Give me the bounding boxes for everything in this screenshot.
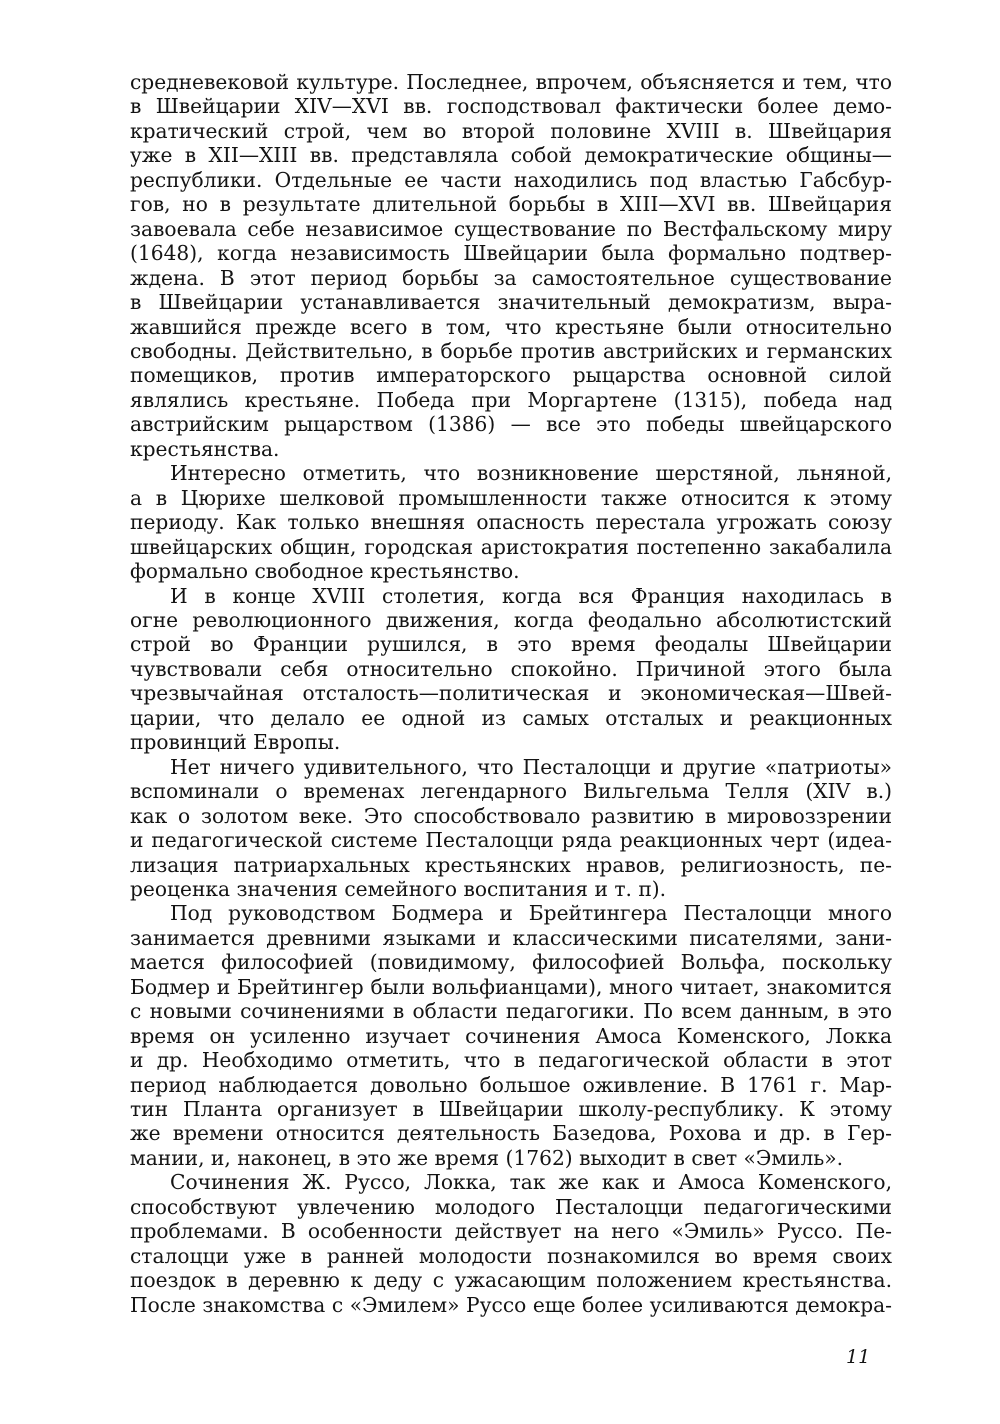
text-line: помещиков, против императорского рыцарства основной силой xyxy=(130,363,892,388)
text-line: царии, что делало ее одной из самых отсталых и реакционных xyxy=(130,705,892,730)
text-line: Бодмер и Брейтингер были вольфианцами), много читает, знакомится xyxy=(130,974,892,999)
text-line: лизация патриархальных крестьянских нравов, религиозность, пе- xyxy=(130,852,892,877)
text-line: с новыми сочинениями в области педагогики. По всем данным, в это xyxy=(130,999,892,1024)
text-line: и др. Необходимо отметить, что в педагогической области в этот xyxy=(130,1048,892,1073)
text-line: средневековой культуре. Последнее, впрочем, объясняется и тем, что xyxy=(130,70,892,94)
text-line: Интересно отметить, что возникновение шерстяной, льняной, xyxy=(170,461,892,486)
text-line: чрезвычайная отсталость—политическая и экономическая—Швей- xyxy=(130,681,892,706)
text-line: крестьянства. xyxy=(130,436,280,461)
text-line: время он усиленно изучает сочинения Амоса Коменского, Локка xyxy=(130,1023,892,1048)
page-body xyxy=(130,70,892,1317)
text-line: Сочинения Ж. Руссо, Локка, так же как и Амоса Коменского, xyxy=(170,1170,892,1195)
paragraph xyxy=(130,584,892,755)
text-line: проблемами. В особенности действует на него «Эмиль» Руссо. Пе- xyxy=(130,1219,892,1244)
text-line: чувствовали себя относительно спокойно. Причиной этого была xyxy=(130,656,892,681)
text-line: И в конце XVIII столетия, когда вся Франция находилась в xyxy=(170,583,892,608)
paragraph xyxy=(130,70,892,461)
paragraph xyxy=(130,461,892,583)
text-line: как о золотом веке. Это способствовало развитию в мировоззрении xyxy=(130,803,892,828)
paragraph xyxy=(130,755,892,902)
text-line: После знакомства с «Эмилем» Руссо еще более усиливаются демокра- xyxy=(130,1292,892,1317)
text-line: (1648), когда независимость Швейцарии была формально подтвер- xyxy=(130,241,892,266)
text-line: кратический строй, чем во второй половине XVIII в. Швейцария xyxy=(130,118,892,143)
text-line: мается философией (повидимому, философией Вольфа, поскольку xyxy=(130,950,892,975)
text-line: формально свободное крестьянство. xyxy=(130,559,520,584)
text-line: Под руководством Бодмера и Брейтингера Песталоцци много xyxy=(170,901,892,926)
text-line: мании, и, наконец, в это же время (1762) выходит в свет «Эмиль». xyxy=(130,1145,844,1170)
text-line: Нет ничего удивительного, что Песталоцци и другие «патриоты» xyxy=(170,754,892,779)
text-line: жавшийся прежде всего в том, что крестьяне были относительно xyxy=(130,314,892,339)
text-line: способствуют увлечению молодого Песталоцци педагогическими xyxy=(130,1194,892,1219)
text-line: же времени относится деятельность Базедова, Рохова и др. в Гер- xyxy=(130,1121,892,1146)
text-line: занимается древними языками и классическими писателями, зани- xyxy=(130,925,892,950)
text-line: а в Цюрихе шелковой промышленности также относится к этому xyxy=(130,485,892,510)
text-line: строй во Франции рушился, в это время феодалы Швейцарии xyxy=(130,632,892,657)
text-line: являлись крестьяне. Победа при Моргартене (1315), победа над xyxy=(130,387,892,412)
text-line: реоценка значения семейного воспитания и т. п). xyxy=(130,876,667,901)
text-line: в Швейцарии устанавливается значительный демократизм, выра- xyxy=(130,290,892,315)
text-line: гов, но в результате длительной борьбы в XIII—XVI вв. Швейцария xyxy=(130,192,892,217)
text-line: ждена. В этот период борьбы за самостоятельное существование xyxy=(130,265,892,290)
text-line: свободны. Действительно, в борьбе против австрийских и германских xyxy=(130,338,892,363)
text-line: австрийским рыцарством (1386) — все это победы швейцарского xyxy=(130,412,892,437)
page-number: 11 xyxy=(846,1346,871,1368)
text-line: в Швейцарии XIV—XVI вв. господствовал фактически более демо- xyxy=(130,94,892,119)
text-line: завоевала себе независимое существование по Вестфальскому миру xyxy=(130,216,892,241)
text-line: и педагогической системе Песталоцци ряда реакционных черт (идеа- xyxy=(130,828,892,853)
paragraph xyxy=(130,901,892,1170)
text-line: вспоминали о временах легендарного Вильгельма Телля (XIV в.) xyxy=(130,779,892,804)
text-line: огне революционного движения, когда феодально абсолютистский xyxy=(130,607,892,632)
text-line: уже в XII—XIII вв. представляла собой демократические общины— xyxy=(130,143,892,168)
text-line: период наблюдается довольно большое оживление. В 1761 г. Мар- xyxy=(130,1072,892,1097)
text-line: провинций Европы. xyxy=(130,730,341,755)
text-line: периоду. Как только внешняя опасность перестала угрожать союзу xyxy=(130,510,892,535)
paragraph xyxy=(130,1170,892,1317)
text-line: республики. Отдельные ее части находились под властью Габсбур- xyxy=(130,167,892,192)
text-line: поездок в деревню к деду с ужасающим положением крестьянства. xyxy=(130,1268,892,1293)
text-line: тин Планта организует в Швейцарии школу-республику. К этому xyxy=(130,1097,892,1122)
text-line: швейцарских общин, городская аристократия постепенно закабалила xyxy=(130,534,892,559)
text-line: сталоцци уже в ранней молодости познакомился во время своих xyxy=(130,1243,892,1268)
